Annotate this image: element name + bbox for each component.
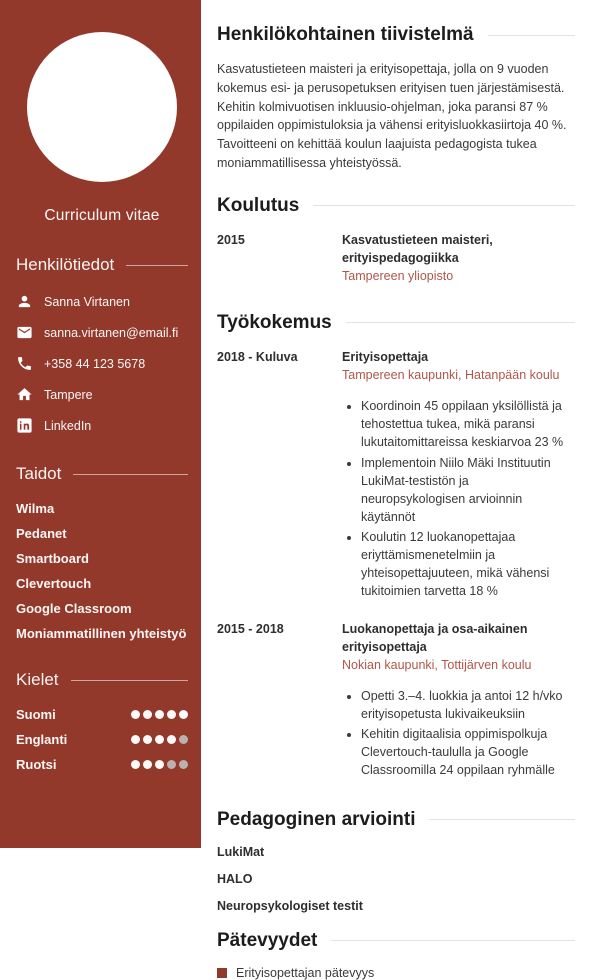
- divider-line: [488, 35, 575, 36]
- level-dot-filled: [179, 710, 188, 719]
- sidebar: [0, 0, 201, 848]
- contact-section: [16, 255, 188, 434]
- level-dot-empty: [179, 760, 188, 769]
- divider-line: [73, 474, 188, 475]
- level-dot-filled: [131, 735, 140, 744]
- square-bullet-icon: [217, 968, 227, 978]
- person-icon: [16, 293, 33, 310]
- entry-period: 2015: [217, 232, 245, 247]
- skills-heading: [16, 464, 188, 484]
- education-entry: [217, 231, 575, 285]
- entry-subtitle: Nokian kaupunki, Tottijärven koulu: [342, 657, 532, 672]
- summary-section: [217, 24, 575, 173]
- level-dot-filled: [143, 735, 152, 744]
- bullet-item: • Opetti 3.–4. luokkia ja antoi 12 h/vko erityisopetusta lukivaikeuksiin: [361, 687, 575, 723]
- contact-heading-label: Henkilötiedot: [16, 255, 115, 274]
- linkedin-icon: [16, 417, 33, 434]
- experience-heading-label: Työkokemus: [217, 311, 332, 333]
- languages-section: [16, 670, 188, 771]
- language-row: [16, 708, 188, 721]
- skills-section: [16, 464, 188, 640]
- divider-line: [126, 265, 188, 266]
- assessment-item: HALO: [217, 871, 253, 886]
- entry-title: Kasvatustieteen maisteri, erityispedagogiikka: [342, 232, 493, 265]
- language-level-dots: [131, 735, 188, 744]
- entry-title: Luokanopettaja ja osa-aikainen erityisopettaja: [342, 621, 528, 654]
- skill-item: Wilma: [16, 501, 55, 516]
- divider-line: [346, 322, 575, 323]
- contact-text: LinkedIn: [44, 418, 92, 433]
- skills-heading-label: Taidot: [16, 464, 62, 483]
- contact-text: Tampere: [44, 387, 93, 402]
- contact-text: +358 44 123 5678: [44, 356, 146, 371]
- bullet-item: • Koordinoin 45 oppilaan yksilöllistä ja tehostettua tukea, mikä paransi lukutaitomittareissa keskiarvoa 23 %: [361, 397, 575, 451]
- language-level-dots: [131, 710, 188, 719]
- languages-list: [16, 708, 188, 771]
- education-section: [217, 195, 575, 285]
- level-dot-filled: [167, 710, 176, 719]
- entry-subtitle: Tampereen yliopisto: [342, 268, 454, 283]
- home-icon: [16, 386, 33, 403]
- qualifications-section: [217, 930, 575, 980]
- contact-text: Sanna Virtanen: [44, 294, 130, 309]
- languages-heading: [16, 670, 188, 690]
- experience-entry: [217, 620, 575, 782]
- language-name: Suomi: [16, 707, 56, 722]
- contact-item: [16, 417, 188, 434]
- entry-period: 2018 - Kuluva: [217, 349, 298, 364]
- phone-icon: [16, 355, 33, 372]
- qualification-text: Erityisopettajan pätevyys: [236, 965, 375, 980]
- experience-heading: [217, 312, 575, 334]
- profile-photo-placeholder: [27, 32, 177, 182]
- qualification-item: [217, 966, 575, 980]
- divider-line: [429, 819, 575, 820]
- language-row: [16, 733, 188, 746]
- contact-text: sanna.virtanen@email.fi: [44, 325, 179, 340]
- assessment-list: [217, 845, 575, 914]
- email-icon: [16, 324, 33, 341]
- education-heading-label: Koulutus: [217, 194, 300, 216]
- qualifications-heading-label: Pätevyydet: [217, 929, 318, 951]
- cv-title: Curriculum vitae: [44, 207, 160, 224]
- level-dot-filled: [143, 710, 152, 719]
- skill-item: Pedanet: [16, 526, 67, 541]
- bullet-item: • Koulutin 12 luokanopettajaa eriyttämismenetelmiin ja yhteisopettajuuteen, mikä vähensi tukitoimien tarvetta 18 %: [361, 528, 575, 601]
- contact-list: [16, 293, 188, 434]
- entry-bullets: [342, 687, 575, 780]
- education-heading: [217, 195, 575, 217]
- assessment-item: Neuropsykologiset testit: [217, 898, 363, 913]
- bullet-item: • Kehitin digitaalisia oppimispolkuja Clevertouch-taululla ja Google Classroomilla 24 oppilaan ryhmälle: [361, 725, 575, 779]
- skill-item: Moniammatillinen yhteistyö: [16, 626, 187, 641]
- divider-line: [331, 940, 575, 941]
- skills-list: [16, 502, 188, 640]
- skill-item: Google Classroom: [16, 601, 132, 616]
- level-dot-filled: [155, 735, 164, 744]
- level-dot-filled: [155, 710, 164, 719]
- qualifications-heading: [217, 930, 575, 952]
- bullet-item: • Implementoin Niilo Mäki Instituutin LukiMat-testistön ja neuropsykologisen arvioinnin käytännöt: [361, 454, 575, 527]
- experience-section: [217, 312, 575, 782]
- language-name: Englanti: [16, 732, 68, 747]
- assessment-heading: [217, 809, 575, 831]
- skill-item: Clevertouch: [16, 576, 92, 591]
- languages-heading-label: Kielet: [16, 670, 59, 689]
- contact-item: [16, 293, 188, 310]
- divider-line: [313, 205, 575, 206]
- level-dot-filled: [143, 760, 152, 769]
- divider-line: [71, 680, 188, 681]
- contact-heading: [16, 255, 188, 275]
- contact-item: [16, 355, 188, 372]
- assessment-heading-label: Pedagoginen arviointi: [217, 808, 416, 830]
- entry-period: 2015 - 2018: [217, 621, 284, 636]
- contact-item: [16, 324, 188, 341]
- language-name: Ruotsi: [16, 757, 57, 772]
- level-dot-empty: [167, 760, 176, 769]
- level-dot-filled: [131, 710, 140, 719]
- main-content: [201, 0, 600, 980]
- assessment-section: [217, 809, 575, 914]
- entry-subtitle: Tampereen kaupunki, Hatanpään koulu: [342, 368, 560, 382]
- language-row: [16, 758, 188, 771]
- summary-text: Kasvatustieteen maisteri ja erityisopettaja, jolla on 9 vuoden kokemus esi- ja perusopetuksen erityisen tuen järjestämisestä. Kehitin kolmivuotisen inkluusio-ohjelman, joka paransi 87 % oppilaiden oppimistuloksia ja vähensi erityisluokkasiirtoja 40 %. Tavoitteeni on kehittää koulun laajuista pedagogista tukea moniammatillisessa yhteistyössä.: [217, 62, 567, 170]
- summary-heading-label: Henkilökohtainen tiivistelmä: [217, 24, 474, 45]
- experience-entry: [217, 348, 575, 603]
- qualifications-list: [217, 966, 575, 980]
- contact-item: [16, 386, 188, 403]
- level-dot-empty: [179, 735, 188, 744]
- entry-bullets: [342, 397, 575, 600]
- language-level-dots: [131, 760, 188, 769]
- level-dot-filled: [155, 760, 164, 769]
- entry-title: Erityisopettaja: [342, 349, 429, 364]
- level-dot-filled: [131, 760, 140, 769]
- skill-item: Smartboard: [16, 551, 89, 566]
- summary-heading: [217, 24, 575, 46]
- assessment-item: LukiMat: [217, 844, 265, 859]
- level-dot-filled: [167, 735, 176, 744]
